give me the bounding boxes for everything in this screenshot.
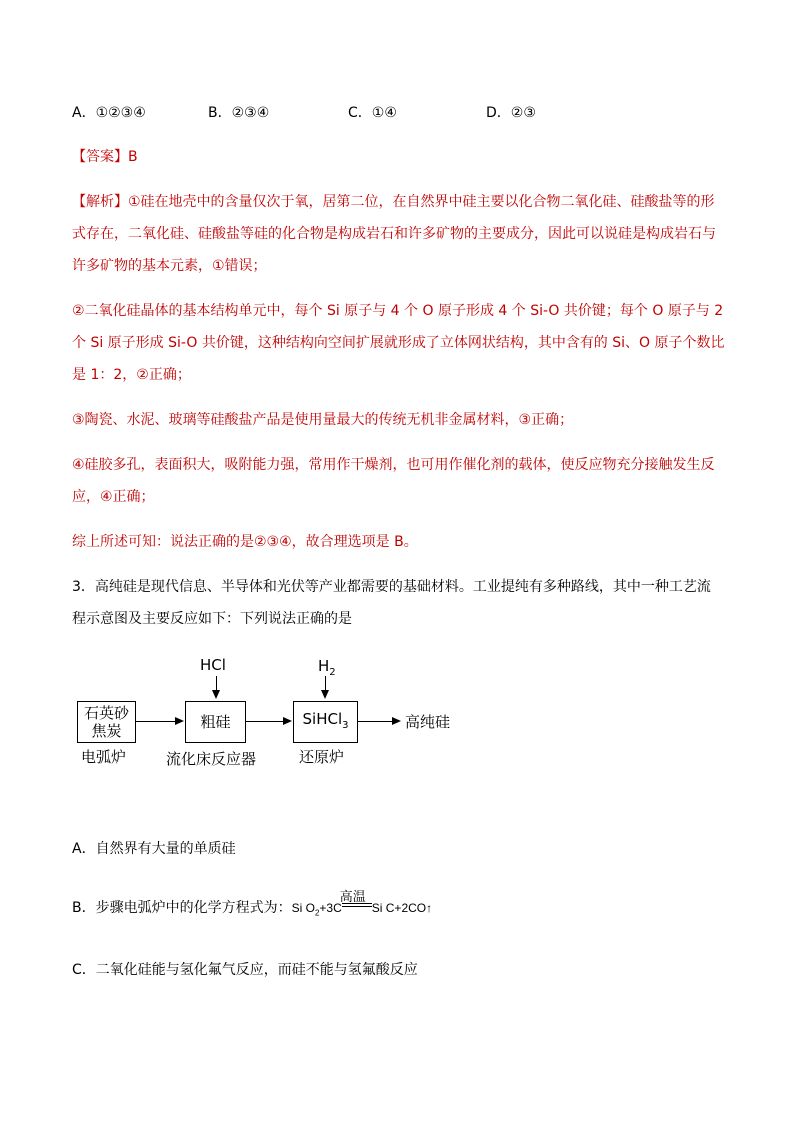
arrow-line (357, 721, 392, 722)
choice-text: B．步骤电弧炉中的化学方程式为： (72, 900, 292, 916)
box-label: 粗硅 (200, 713, 231, 731)
box-raw-materials (77, 701, 136, 743)
formula-main: SiHCl (302, 709, 343, 728)
caption-reduction-furnace: 还原炉 (299, 748, 345, 766)
analysis-line (72, 192, 715, 212)
reagent-h2 (318, 657, 336, 678)
arrow-head (392, 717, 401, 725)
analysis-text: ③陶瓷、水泥、玻璃等硅酸盐产品是使用量最大的传统无机非金属材料，③正确； (72, 412, 574, 428)
option-b: B．②③④ (208, 105, 270, 121)
analysis-text: 式存在，二氧化硅、硅酸盐等硅的化合物是构成岩石和许多矿物的主要成分，因此可以说硅是构成岩石与 (72, 226, 716, 242)
option-d: D．②③ (486, 105, 536, 121)
box-trichlorosilane (293, 701, 358, 743)
choice-b (72, 890, 433, 918)
subscript: 2 (314, 908, 320, 918)
reagent-hcl: HCl (200, 656, 226, 674)
reactant: +3C (319, 901, 342, 915)
equals-sign (342, 903, 372, 907)
formula: H (318, 657, 330, 675)
arrow-line (216, 676, 217, 690)
box-crude-silicon (185, 701, 246, 743)
analysis-text: ④硅胶多孔，表面积大，吸附能力强，常用作干燥剂，也可用作催化剂的载体，使反应物充分接触发生反 (72, 457, 715, 473)
arrow-head (283, 717, 292, 725)
answer: 【答案】B (72, 149, 138, 165)
condition-label: 高温 (339, 890, 366, 905)
gas-arrow-icon: ↑ (426, 901, 433, 915)
arrow-line (245, 721, 283, 722)
box-label: 焦炭 (91, 722, 122, 740)
analysis-text: 许多矿物的基本元素，①错误； (72, 258, 267, 274)
arrow-line (135, 721, 175, 722)
equation (291, 890, 433, 918)
analysis-tag: 【解析】 (72, 194, 128, 210)
subscript: 2 (329, 667, 336, 678)
choice-a: A．自然界有大量的单质硅 (72, 841, 236, 857)
reactant: Si O (291, 901, 315, 915)
box-label: 石英砂 (83, 704, 129, 722)
arrow-head (212, 690, 220, 699)
analysis-text: 是 1：2，②正确； (72, 367, 191, 383)
option-a: A．①②③④ (72, 105, 146, 121)
analysis-text: ①硅在地壳中的含量仅次于氧，居第二位，在自然界中硅主要以化合物二氧化硅、硅酸盐等的形 (128, 194, 715, 210)
arrow-head (321, 690, 329, 699)
condition-arrow (339, 890, 372, 912)
analysis-text: 应，④正确； (72, 489, 155, 505)
arrow-line (325, 676, 326, 690)
product: Si C+2CO (371, 901, 427, 915)
product-high-purity-silicon: 高纯硅 (405, 713, 451, 731)
analysis-text: 个 Si 原子形成 Si-O 共价键，这种结构向空间扩展就形成了立体网状结构，其中含有的 Si、O 原子个数比 (72, 335, 725, 351)
subscript: 3 (342, 719, 349, 731)
option-c: C．①④ (348, 105, 397, 121)
question-text: 3．高纯硅是现代信息、半导体和光伏等产业都需要的基础材料。工业提纯有多种路线，其中一种工艺流 (72, 579, 711, 595)
formula (303, 710, 349, 735)
caption-arc-furnace: 电弧炉 (81, 748, 127, 766)
choice-c: C．二氧化硅能与氢化氟气反应，而硅不能与氢氟酸反应 (72, 962, 418, 978)
analysis-text: ②二氧化硅晶体的基本结构单元中，每个 Si 原子与 4 个 O 原子形成 4 个 Si-O 共价键；每个 O 原子与 2 (72, 303, 724, 319)
caption-fluidized-bed: 流化床反应器 (166, 750, 257, 768)
question-text: 程示意图及主要反应如下：下列说法正确的是 (72, 611, 352, 627)
arrow-head (175, 717, 184, 725)
analysis-summary: 综上所述可知：说法正确的是②③④，故合理选项是 B。 (72, 534, 418, 550)
